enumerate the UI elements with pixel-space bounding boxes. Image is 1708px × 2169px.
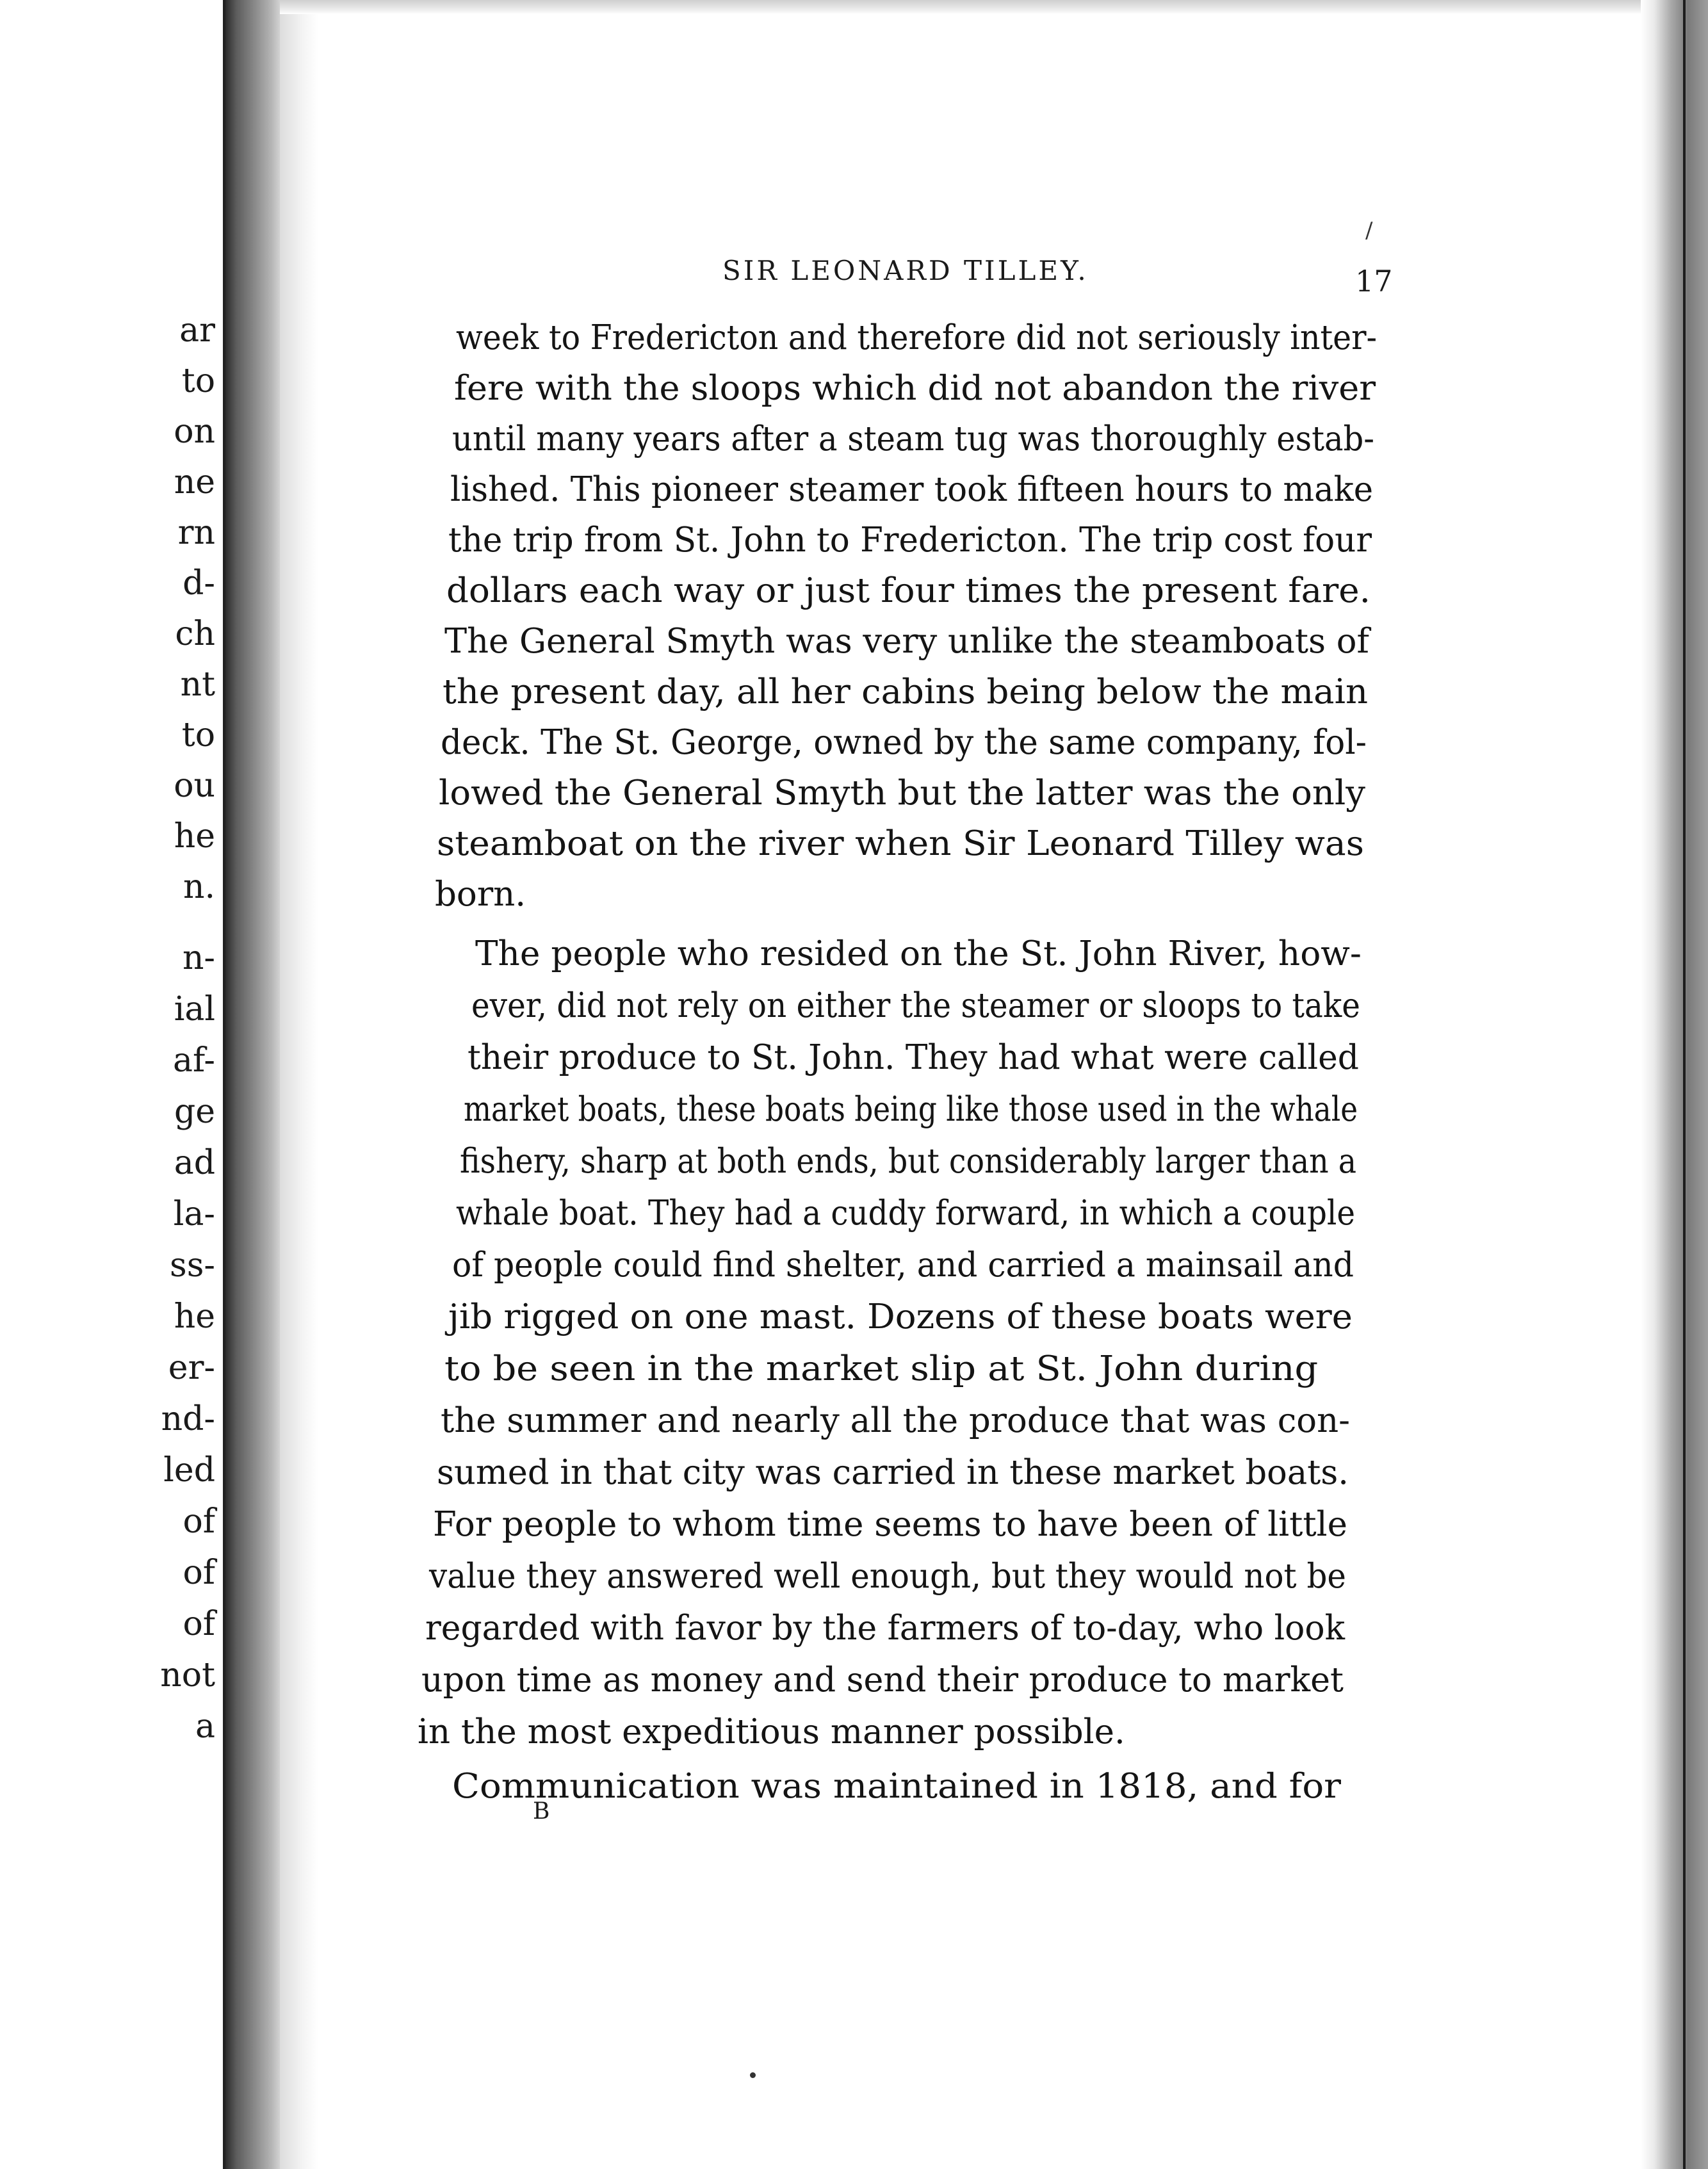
body-line: of people could find shelter, and carried a mainsail and — [452, 1246, 1354, 1285]
body-line: the summer and nearly all the produce that was con- — [441, 1401, 1350, 1440]
body-line: For people to whom time seems to have been of little — [433, 1505, 1347, 1544]
facing-page-fragment: ch — [175, 615, 215, 653]
facing-page-fragment: er- — [168, 1349, 215, 1387]
body-line: whale boat. They had a cuddy forward, in which a couple — [456, 1194, 1356, 1233]
facing-page-fragment: he — [174, 1297, 215, 1336]
facing-page-fragment: of — [183, 1554, 215, 1592]
body-line: fishery, sharp at both ends, but considerably larger than a — [460, 1142, 1357, 1181]
body-line: deck. The St. George, owned by the same company, fol- — [441, 723, 1367, 762]
facing-page-fragment: n. — [183, 868, 215, 906]
right-edge-rule — [1683, 0, 1686, 2169]
facing-page-fragment: nd- — [161, 1400, 215, 1438]
running-title: SIR LEONARD TILLEY. — [722, 255, 1089, 286]
body-line: market boats, these boats being like those used in the whale — [464, 1090, 1358, 1129]
body-line: their produce to St. John. They had what were called — [468, 1038, 1359, 1077]
gutter-shadow — [280, 0, 318, 2169]
facing-page-fragment: ou — [174, 767, 215, 805]
body-line: week to Fredericton and therefore did not seriously inter- — [456, 318, 1377, 357]
body-line: The people who resided on the St. John River, how- — [475, 934, 1362, 973]
body-line: steamboat on the river when Sir Leonard Tilley was — [437, 824, 1364, 863]
body-line: in the most expeditious manner possible. — [418, 1712, 1125, 1751]
book-gutter — [225, 0, 280, 2169]
body-line: value they answered well enough, but they would not be — [429, 1557, 1346, 1596]
facing-page-fragment: ar — [179, 311, 215, 350]
facing-page-fragment: to — [181, 362, 215, 400]
facing-page-fragment: led — [163, 1451, 215, 1490]
facing-page-fragment: nt — [180, 665, 215, 704]
body-line: born. — [435, 875, 526, 914]
body-line: dollars each way or just four times the present fare. — [446, 571, 1371, 610]
facing-page-fragment: on — [174, 412, 215, 451]
body-line: lowed the General Smyth but the latter was the only — [439, 774, 1365, 813]
signature-mark: B — [533, 1798, 550, 1824]
facing-page-fragment: a — [195, 1707, 215, 1746]
facing-page-fragment: d- — [183, 564, 215, 603]
body-line: upon time as money and send their produce to market — [421, 1661, 1344, 1700]
right-page-edge — [1641, 0, 1708, 2169]
facing-page-fragment: ad — [174, 1144, 215, 1182]
facing-page-fragment: not — [160, 1656, 215, 1694]
body-line: jib rigged on one mast. Dozens of these boats were — [448, 1297, 1353, 1336]
facing-page-fragment: to — [181, 716, 215, 754]
facing-page-fragment: of — [183, 1502, 215, 1541]
body-line: Communication was maintained in 1818, and for — [452, 1767, 1342, 1806]
facing-page-fragment: of — [183, 1605, 215, 1643]
facing-page-fragment: af- — [173, 1041, 215, 1080]
page-number: 17 — [1355, 264, 1393, 298]
facing-page-fragment: ss- — [170, 1246, 215, 1285]
top-shadow — [280, 0, 1708, 14]
facing-page-fragment: la- — [173, 1195, 215, 1233]
facing-page-fragment: he — [174, 817, 215, 856]
body-line: lished. This pioneer steamer took fifteen hours to make — [450, 470, 1374, 509]
tick-mark: / — [1365, 218, 1373, 243]
facing-page-fragment: ne — [174, 463, 215, 501]
facing-page-fragment: rn — [177, 514, 215, 552]
facing-page-fragment: ge — [174, 1093, 215, 1131]
body-line: ever, did not rely on either the steamer or sloops to take — [471, 986, 1360, 1025]
ink-speck — [750, 2072, 756, 2078]
facing-page-fragment: n- — [182, 939, 215, 977]
body-line: the trip from St. John to Fredericton. The trip cost four — [448, 521, 1372, 560]
facing-page — [0, 0, 225, 2169]
body-line: fere with the sloops which did not abandon the river — [454, 369, 1376, 408]
body-line: regarded with favor by the farmers of to-day, who look — [425, 1609, 1345, 1648]
body-line: to be seen in the market slip at St. John during — [444, 1349, 1319, 1388]
body-line: sumed in that city was carried in these market boats. — [437, 1453, 1349, 1492]
body-line: The General Smyth was very unlike the steamboats of — [444, 622, 1370, 661]
body-line: the present day, all her cabins being below the main — [443, 672, 1369, 711]
body-line: until many years after a steam tug was thoroughly estab- — [452, 419, 1375, 459]
facing-page-fragment: ial — [174, 990, 215, 1028]
